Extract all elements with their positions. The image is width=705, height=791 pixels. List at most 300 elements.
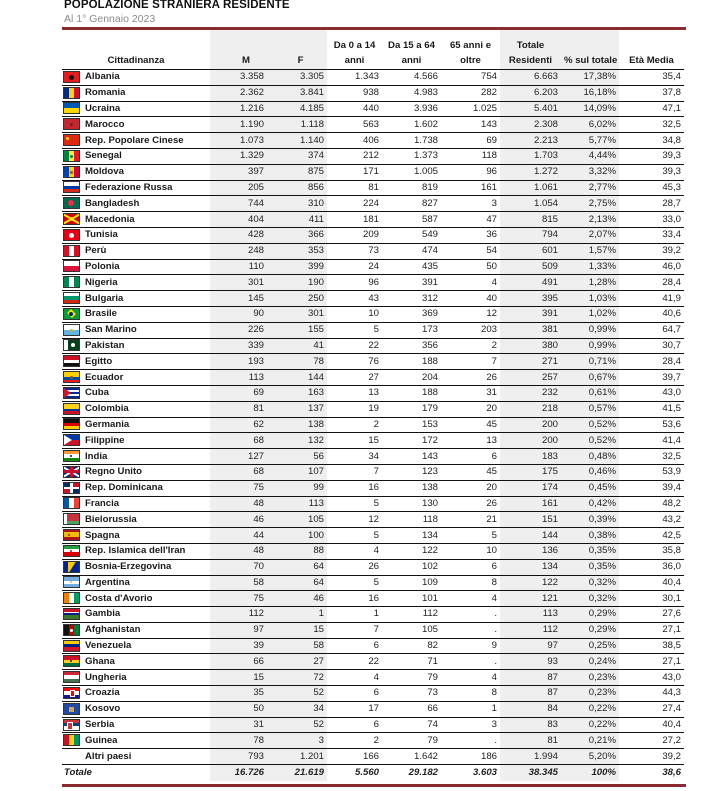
- cell-f: 56: [267, 449, 327, 465]
- total-f: 21.619: [267, 765, 327, 782]
- cell-age-0-14: 406: [327, 133, 382, 149]
- cell-f: 27: [267, 654, 327, 670]
- hungary-flag-icon: [63, 671, 80, 683]
- cell-age-15-64: 102: [382, 559, 441, 575]
- cell-f: 107: [267, 464, 327, 480]
- cell-age-65: .: [441, 607, 500, 623]
- row-name-text: Pakistan: [85, 339, 125, 351]
- poland-flag-icon: [63, 260, 80, 272]
- table-row: [62, 164, 684, 180]
- cell-m: 339: [210, 338, 267, 354]
- cell-perc: 1,02%: [561, 306, 619, 322]
- table-row: [62, 607, 684, 623]
- cell-m: 97: [210, 622, 267, 638]
- row-name: [62, 543, 210, 559]
- cell-age-0-14: 96: [327, 275, 382, 291]
- cell-perc: 0,71%: [561, 354, 619, 370]
- row-name-text: San Marino: [85, 324, 137, 336]
- row-name-text: Altri paesi: [85, 750, 132, 762]
- cell-age-15-64: 474: [382, 243, 441, 259]
- cell-age-65: 31: [441, 385, 500, 401]
- col-header-f: F: [267, 30, 327, 70]
- cell-age-15-64: 82: [382, 638, 441, 654]
- cell-age-65: 20: [441, 401, 500, 417]
- table-row: [62, 101, 684, 117]
- cell-eta: 53,9: [619, 464, 684, 480]
- cell-perc: 0,48%: [561, 449, 619, 465]
- cell-age-65: 4: [441, 591, 500, 607]
- cell-totale: 161: [500, 496, 561, 512]
- cell-f: 366: [267, 227, 327, 243]
- cell-m: 397: [210, 164, 267, 180]
- cell-totale: 134: [500, 559, 561, 575]
- col-header-age-15-64-line2: anni: [401, 55, 422, 66]
- cell-totale: 271: [500, 354, 561, 370]
- cell-f: 411: [267, 212, 327, 228]
- cell-f: 113: [267, 496, 327, 512]
- cell-eta: 28,7: [619, 196, 684, 212]
- table-row: [62, 227, 684, 243]
- cell-age-0-14: 4: [327, 670, 382, 686]
- cell-perc: 4,44%: [561, 148, 619, 164]
- cell-age-65: 9: [441, 638, 500, 654]
- table-row: [62, 370, 684, 386]
- cell-perc: 0,32%: [561, 575, 619, 591]
- cell-m: 66: [210, 654, 267, 670]
- cell-eta: 41,4: [619, 433, 684, 449]
- cell-perc: 0,61%: [561, 385, 619, 401]
- row-name: [62, 749, 210, 765]
- table-row: [62, 70, 684, 86]
- cell-m: 1.216: [210, 101, 267, 117]
- cell-age-0-14: 171: [327, 164, 382, 180]
- row-name-text: Bulgaria: [85, 292, 124, 304]
- cell-age-0-14: 17: [327, 701, 382, 717]
- cell-age-0-14: 76: [327, 354, 382, 370]
- cell-eta: 46,0: [619, 259, 684, 275]
- cell-eta: 27,2: [619, 733, 684, 749]
- cell-m: 1.190: [210, 117, 267, 133]
- cell-age-15-64: 112: [382, 607, 441, 623]
- row-name: [62, 133, 210, 149]
- cell-totale: 113: [500, 607, 561, 623]
- cell-age-0-14: 24: [327, 259, 382, 275]
- row-name-text: Nigeria: [85, 276, 118, 288]
- cell-age-15-64: 134: [382, 528, 441, 544]
- cell-m: 404: [210, 212, 267, 228]
- cell-age-15-64: 79: [382, 733, 441, 749]
- table-row: [62, 243, 684, 259]
- cell-m: 2.362: [210, 85, 267, 101]
- row-name-text: Macedonia: [85, 213, 135, 225]
- cell-f: 1: [267, 607, 327, 623]
- cell-totale: 2.308: [500, 117, 561, 133]
- cell-m: 68: [210, 464, 267, 480]
- col-header-age-0-14: [327, 30, 382, 70]
- total-age-15-64: 29.182: [408, 767, 438, 779]
- cell-totale: 5.401: [500, 101, 561, 117]
- cell-age-15-64: 1.373: [382, 148, 441, 164]
- cell-eta: 53,6: [619, 417, 684, 433]
- row-name: [62, 591, 210, 607]
- uk-flag-icon: [63, 466, 80, 478]
- cell-perc: 0,42%: [561, 496, 619, 512]
- cell-perc: 2,13%: [561, 212, 619, 228]
- cell-totale: 200: [500, 433, 561, 449]
- cell-m: 145: [210, 291, 267, 307]
- cell-perc: 6,02%: [561, 117, 619, 133]
- cell-age-0-14: 166: [327, 749, 382, 765]
- cell-age-0-14: 4: [327, 543, 382, 559]
- row-name: [62, 275, 210, 291]
- cell-eta: 47,1: [619, 101, 684, 117]
- cell-f: 3.841: [267, 85, 327, 101]
- cell-age-65: 5: [441, 528, 500, 544]
- cell-age-15-64: 66: [382, 701, 441, 717]
- cell-f: 72: [267, 670, 327, 686]
- cell-perc: 2,77%: [561, 180, 619, 196]
- cell-eta: 27,6: [619, 607, 684, 623]
- cell-eta: 40,4: [619, 575, 684, 591]
- cell-perc: 1,57%: [561, 243, 619, 259]
- cell-age-65: .: [441, 622, 500, 638]
- row-name: [62, 464, 210, 480]
- cell-age-0-14: 1.343: [327, 70, 382, 86]
- cell-m: 44: [210, 528, 267, 544]
- cell-totale: 83: [500, 717, 561, 733]
- row-name: [62, 227, 210, 243]
- cell-totale: 84: [500, 701, 561, 717]
- cell-age-65: 1: [441, 701, 500, 717]
- ukraine-flag-icon: [63, 102, 80, 114]
- cell-age-0-14: 5: [327, 575, 382, 591]
- cell-age-65: 203: [441, 322, 500, 338]
- table-row: [62, 385, 684, 401]
- col-header-eta: Età Media: [619, 30, 684, 70]
- sanmarino-flag-icon: [63, 324, 80, 336]
- cell-eta: 40,4: [619, 717, 684, 733]
- table-row: [62, 433, 684, 449]
- cell-age-15-64: 3.936: [382, 101, 441, 117]
- row-name: [62, 322, 210, 338]
- cell-totale: 257: [500, 370, 561, 386]
- row-name: [62, 338, 210, 354]
- cell-perc: 0,99%: [561, 322, 619, 338]
- row-name-text: Francia: [85, 497, 120, 509]
- ecuador-flag-icon: [63, 371, 80, 383]
- table-row: [62, 559, 684, 575]
- row-name-text: Romania: [85, 87, 126, 99]
- cell-eta: 39,3: [619, 164, 684, 180]
- row-name: [62, 528, 210, 544]
- cell-age-0-14: 27: [327, 370, 382, 386]
- gambia-flag-icon: [63, 608, 80, 620]
- cell-eta: 39,3: [619, 148, 684, 164]
- cell-eta: 33,0: [619, 212, 684, 228]
- brazil-flag-icon: [63, 308, 80, 320]
- col-header-age-65-line2: oltre: [460, 55, 481, 66]
- cell-f: 1.140: [267, 133, 327, 149]
- cell-totale: 174: [500, 480, 561, 496]
- cell-age-0-14: 6: [327, 717, 382, 733]
- row-name-text: Brasile: [85, 308, 117, 320]
- row-name-text: Albania: [85, 71, 120, 83]
- table-row: [62, 638, 684, 654]
- cell-perc: 0,45%: [561, 480, 619, 496]
- cell-age-65: 4: [441, 275, 500, 291]
- cell-age-65: 26: [441, 370, 500, 386]
- cell-age-65: 47: [441, 212, 500, 228]
- row-name-text: Perù: [85, 245, 107, 257]
- cell-age-0-14: 5: [327, 528, 382, 544]
- cell-perc: 5,20%: [561, 749, 619, 765]
- cell-age-15-64: 435: [382, 259, 441, 275]
- row-name: [62, 354, 210, 370]
- cell-age-15-64: 143: [382, 449, 441, 465]
- iran-flag-icon: [63, 545, 80, 557]
- cell-m: 301: [210, 275, 267, 291]
- cell-totale: 1.054: [500, 196, 561, 212]
- table-row: [62, 670, 684, 686]
- cell-eta: 44,3: [619, 686, 684, 702]
- cell-m: 793: [210, 749, 267, 765]
- cell-perc: 0,24%: [561, 654, 619, 670]
- colombia-flag-icon: [63, 403, 80, 415]
- cell-perc: 0,39%: [561, 512, 619, 528]
- cell-age-0-14: 12: [327, 512, 382, 528]
- row-name-text: India: [85, 450, 108, 462]
- row-name-text: Filippine: [85, 434, 125, 446]
- cell-age-65: 6: [441, 559, 500, 575]
- cell-perc: 0,29%: [561, 607, 619, 623]
- cell-age-0-14: 209: [327, 227, 382, 243]
- row-name: [62, 196, 210, 212]
- cell-age-65: 2: [441, 338, 500, 354]
- ghana-flag-icon: [63, 655, 80, 667]
- cell-f: 88: [267, 543, 327, 559]
- cell-totale: 794: [500, 227, 561, 243]
- cell-eta: 30,7: [619, 338, 684, 354]
- cell-eta: 37,8: [619, 85, 684, 101]
- cell-m: 75: [210, 480, 267, 496]
- table-row: [62, 275, 684, 291]
- cell-age-65: 3: [441, 717, 500, 733]
- cell-perc: 0,25%: [561, 638, 619, 654]
- cell-f: 3.305: [267, 70, 327, 86]
- cell-perc: 16,18%: [561, 85, 619, 101]
- cell-f: 301: [267, 306, 327, 322]
- cell-age-65: 45: [441, 417, 500, 433]
- cell-eta: 38,5: [619, 638, 684, 654]
- table-header-row: [62, 30, 684, 70]
- macedonia-flag-icon: [63, 213, 80, 225]
- cell-age-65: 6: [441, 449, 500, 465]
- cell-m: 70: [210, 559, 267, 575]
- cell-perc: 0,46%: [561, 464, 619, 480]
- cell-totale: 6.663: [500, 70, 561, 86]
- romania-flag-icon: [63, 87, 80, 99]
- cell-m: 68: [210, 433, 267, 449]
- cell-age-0-14: 22: [327, 338, 382, 354]
- cell-totale: 491: [500, 275, 561, 291]
- cell-eta: 41,9: [619, 291, 684, 307]
- cell-age-0-14: 5: [327, 322, 382, 338]
- cell-age-0-14: 563: [327, 117, 382, 133]
- cell-age-65: 7: [441, 354, 500, 370]
- cell-eta: 28,4: [619, 275, 684, 291]
- cell-age-15-64: 138: [382, 480, 441, 496]
- cell-age-65: 36: [441, 227, 500, 243]
- table-row-others: [62, 749, 684, 765]
- table-row: [62, 701, 684, 717]
- cell-perc: 2,07%: [561, 227, 619, 243]
- row-name-text: Germania: [85, 418, 130, 430]
- cell-m: 113: [210, 370, 267, 386]
- cell-age-15-64: 172: [382, 433, 441, 449]
- cell-m: 39: [210, 638, 267, 654]
- cell-age-15-64: 118: [382, 512, 441, 528]
- cell-perc: 0,32%: [561, 591, 619, 607]
- cell-f: 34: [267, 701, 327, 717]
- cell-age-65: 96: [441, 164, 500, 180]
- cell-age-0-14: 1: [327, 607, 382, 623]
- table-row: [62, 291, 684, 307]
- table-row-total: [62, 765, 684, 782]
- egypt-flag-icon: [63, 355, 80, 367]
- cell-age-15-64: 130: [382, 496, 441, 512]
- row-name: [62, 433, 210, 449]
- cell-eta: 40,6: [619, 306, 684, 322]
- belarus-flag-icon: [63, 513, 80, 525]
- cell-totale: 87: [500, 670, 561, 686]
- cell-age-0-14: 2: [327, 733, 382, 749]
- row-name: [62, 70, 210, 86]
- cell-perc: 0,52%: [561, 433, 619, 449]
- cell-age-0-14: 5: [327, 496, 382, 512]
- cell-m: 81: [210, 401, 267, 417]
- row-name-text: Argentina: [85, 576, 130, 588]
- table-row: [62, 622, 684, 638]
- cell-age-0-14: 224: [327, 196, 382, 212]
- cell-age-65: 12: [441, 306, 500, 322]
- bangladesh-flag-icon: [63, 197, 80, 209]
- cell-f: 875: [267, 164, 327, 180]
- row-name: [62, 417, 210, 433]
- table-row: [62, 717, 684, 733]
- cell-eta: 35,8: [619, 543, 684, 559]
- philippines-flag-icon: [63, 434, 80, 446]
- cell-f: 856: [267, 180, 327, 196]
- cell-m: 48: [210, 496, 267, 512]
- row-name: [62, 607, 210, 623]
- cell-age-0-14: 10: [327, 306, 382, 322]
- table-row: [62, 512, 684, 528]
- cell-perc: 0,99%: [561, 338, 619, 354]
- row-name-text: Rep. Dominicana: [85, 482, 163, 494]
- row-name-text: Venezuela: [85, 640, 132, 652]
- france-flag-icon: [63, 497, 80, 509]
- cell-m: 75: [210, 591, 267, 607]
- cell-m: 226: [210, 322, 267, 338]
- table-row: [62, 591, 684, 607]
- cell-m: 15: [210, 670, 267, 686]
- row-name-text: Ecuador: [85, 371, 124, 383]
- row-name-text: Serbia: [85, 719, 115, 731]
- moldova-flag-icon: [63, 166, 80, 178]
- col-header-totale-line2: Residenti: [508, 55, 553, 66]
- cell-totale: 121: [500, 591, 561, 607]
- cell-age-65: 13: [441, 433, 500, 449]
- cell-age-15-64: 1.642: [382, 749, 441, 765]
- cell-age-65: 8: [441, 686, 500, 702]
- row-name: [62, 686, 210, 702]
- cell-eta: 43,0: [619, 385, 684, 401]
- cell-totale: 144: [500, 528, 561, 544]
- cell-f: 250: [267, 291, 327, 307]
- cell-age-15-64: 79: [382, 670, 441, 686]
- cuba-flag-icon: [63, 387, 80, 399]
- cell-perc: 0,29%: [561, 622, 619, 638]
- ivorycoast-flag-icon: [63, 592, 80, 604]
- cell-perc: 0,57%: [561, 401, 619, 417]
- cell-age-0-14: 2: [327, 417, 382, 433]
- table-row: [62, 449, 684, 465]
- row-name-text: Gambia: [85, 608, 121, 620]
- row-name: [62, 622, 210, 638]
- cell-perc: 0,21%: [561, 733, 619, 749]
- table-row: [62, 528, 684, 544]
- cell-totale: 395: [500, 291, 561, 307]
- cell-age-65: 54: [441, 243, 500, 259]
- cell-age-0-14: 16: [327, 591, 382, 607]
- total-age-0-14: 5.560: [354, 767, 379, 779]
- venezuela-flag-icon: [63, 640, 80, 652]
- cell-f: 52: [267, 686, 327, 702]
- kosovo-flag-icon: [63, 703, 80, 715]
- row-name: [62, 733, 210, 749]
- cell-age-15-64: 122: [382, 543, 441, 559]
- cell-age-0-14: 7: [327, 622, 382, 638]
- serbia-flag-icon: [63, 719, 80, 731]
- cell-perc: 0,23%: [561, 670, 619, 686]
- cell-age-65: 186: [441, 749, 500, 765]
- row-name-text: Guinea: [85, 734, 118, 746]
- row-name: [62, 306, 210, 322]
- table-row: [62, 212, 684, 228]
- cell-totale: 81: [500, 733, 561, 749]
- table-row: [62, 354, 684, 370]
- cell-totale: 1.272: [500, 164, 561, 180]
- croatia-flag-icon: [63, 687, 80, 699]
- cell-f: 58: [267, 638, 327, 654]
- table-row: [62, 464, 684, 480]
- cell-f: 138: [267, 417, 327, 433]
- cell-perc: 0,35%: [561, 543, 619, 559]
- cell-eta: 33,4: [619, 227, 684, 243]
- total-m: 16.726: [210, 765, 267, 782]
- cell-eta: 35,4: [619, 70, 684, 86]
- table-row: [62, 654, 684, 670]
- cell-age-65: 1.025: [441, 101, 500, 117]
- cell-age-0-14: 212: [327, 148, 382, 164]
- cell-age-0-14: 938: [327, 85, 382, 101]
- cell-totale: 87: [500, 686, 561, 702]
- cell-age-15-64: 74: [382, 717, 441, 733]
- table-row: [62, 117, 684, 133]
- cell-age-15-64: 4.983: [382, 85, 441, 101]
- cell-age-65: 8: [441, 575, 500, 591]
- row-name: [62, 717, 210, 733]
